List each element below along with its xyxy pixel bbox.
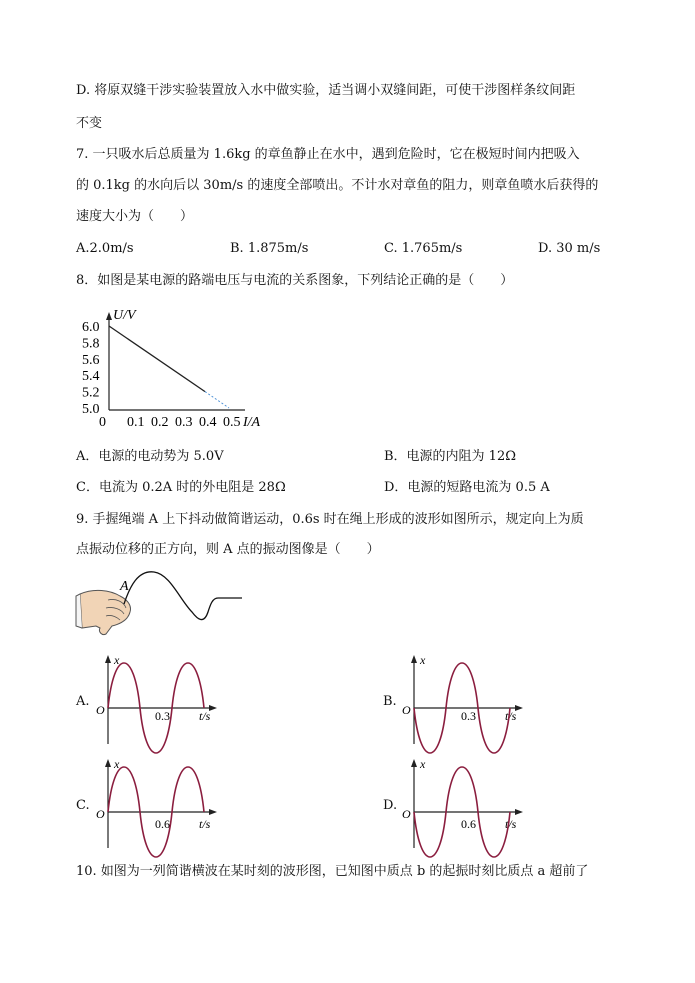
q9-option-b-graph — [398, 652, 528, 747]
opt-a-x-arrow — [105, 655, 111, 663]
opt-d-t-label: t/s — [505, 817, 517, 831]
chart-series-line-0 — [109, 326, 205, 392]
chart-x-tick-2: 0.2 — [151, 415, 169, 430]
opt-d-origin-label: O — [402, 807, 411, 821]
opt-b-x-label: x — [420, 653, 426, 667]
q7-option-d: D. 30 m/s — [538, 241, 601, 256]
opt-c-t-arrow — [209, 809, 217, 815]
opt-a-tick-label: 0.3 — [155, 709, 170, 723]
hand-rope-wave-figure — [76, 568, 246, 638]
opt-c-x-arrow — [105, 759, 111, 767]
opt-c-tick-label: 0.6 — [155, 817, 170, 831]
chart-y-tick-3: 5.6 — [82, 352, 100, 368]
q9-option-a-graph — [92, 652, 222, 747]
opt-b-x-arrow — [411, 655, 417, 663]
question-7-line-2: 的 0.1kg 的水向后以 30m/s 的速度全部喷出。不计水对章鱼的阻力，则章鱼喷水后获得的 — [76, 178, 599, 193]
opt-d-t-arrow — [515, 809, 523, 815]
opt-d-x-label: x — [420, 757, 426, 771]
q8-option-b: B．电源的内阻为 12Ω — [384, 449, 517, 464]
voltage-current-chart — [80, 300, 280, 430]
q9-option-a-letter: A. — [76, 694, 90, 709]
q9-option-d-letter: D. — [383, 798, 398, 813]
chart-y-label: U/V — [113, 308, 136, 323]
opt-a-x-label: x — [114, 653, 120, 667]
chart-y-tick-2: 5.4 — [82, 369, 100, 385]
opt-c-x-label: x — [114, 757, 120, 771]
opt-d-tick-label: 0.6 — [461, 817, 476, 831]
opt-b-tick-label: 0.3 — [461, 709, 476, 723]
q9-option-c-letter: C. — [76, 798, 90, 813]
chart-x-tick-1: 0.1 — [127, 415, 145, 430]
option-d-line-2: 不变 — [76, 116, 103, 131]
rope-wave — [124, 572, 242, 620]
question-9-line-1: 9. 手握绳端 A 上下抖动做简谐运动，0.6s 时在绳上形成的波形如图所示，规定向上为质 — [76, 512, 584, 527]
question-10-line: 10. 如图为一列简谐横波在某时刻的波形图，已知图中质点 b 的起振时刻比质点 a 超前了 — [76, 864, 589, 879]
q9-option-c-graph — [92, 756, 222, 851]
question-8-line: 8．如图是某电源的路端电压与电流的关系图象，下列结论正确的是（ ） — [76, 273, 514, 288]
chart-x-tick-0: 0 — [99, 415, 106, 430]
chart-series-line-1 — [205, 392, 229, 408]
opt-c-t-label: t/s — [199, 817, 211, 831]
q9-option-d-graph — [398, 756, 528, 851]
q8-option-c: C．电流为 0.2A 时的外电阻是 28Ω — [76, 480, 286, 495]
chart-y-tick-1: 5.2 — [82, 385, 100, 401]
chart-x-tick-4: 0.4 — [199, 415, 217, 430]
chart-y-arrow — [106, 312, 112, 320]
chart-x-tick-3: 0.3 — [175, 415, 193, 430]
opt-d-x-arrow — [411, 759, 417, 767]
question-7-line-3: 速度大小为（ ） — [76, 209, 194, 224]
chart-x-label: I/A — [243, 415, 261, 430]
q7-option-a: A.2.0m/s — [76, 241, 134, 256]
opt-b-t-label: t/s — [505, 709, 517, 723]
option-d-line-1: D. 将原双缝干涉实验装置放入水中做实验，适当调小双缝间距，可使干涉图样条纹间距 — [76, 83, 576, 98]
opt-a-origin-label: O — [96, 703, 105, 717]
rope-end-label: A — [120, 579, 129, 594]
q8-option-a: A．电源的电动势为 5.0V — [76, 449, 224, 464]
q7-option-c: C. 1.765m/s — [384, 241, 463, 256]
opt-a-t-label: t/s — [199, 709, 211, 723]
q9-option-b-letter: B. — [383, 694, 397, 709]
chart-y-tick-5: 6.0 — [82, 320, 100, 335]
q8-option-d: D．电源的短路电流为 0.5 A — [384, 480, 550, 495]
opt-b-origin-label: O — [402, 703, 411, 717]
question-9-line-2: 点振动位移的正方向，则 A 点的振动图像是（ ） — [76, 542, 380, 557]
hand-illustration — [76, 590, 131, 634]
chart-y-tick-4: 5.8 — [82, 336, 100, 352]
chart-x-tick-5: 0.5 — [223, 415, 241, 430]
chart-y-tick-0: 5.0 — [82, 402, 100, 417]
opt-c-origin-label: O — [96, 807, 105, 821]
question-7-line-1: 7. 一只吸水后总质量为 1.6kg 的章鱼静止在水中，遇到危险时，它在极短时间内把吸入 — [76, 147, 580, 162]
q7-option-b: B. 1.875m/s — [230, 241, 309, 256]
